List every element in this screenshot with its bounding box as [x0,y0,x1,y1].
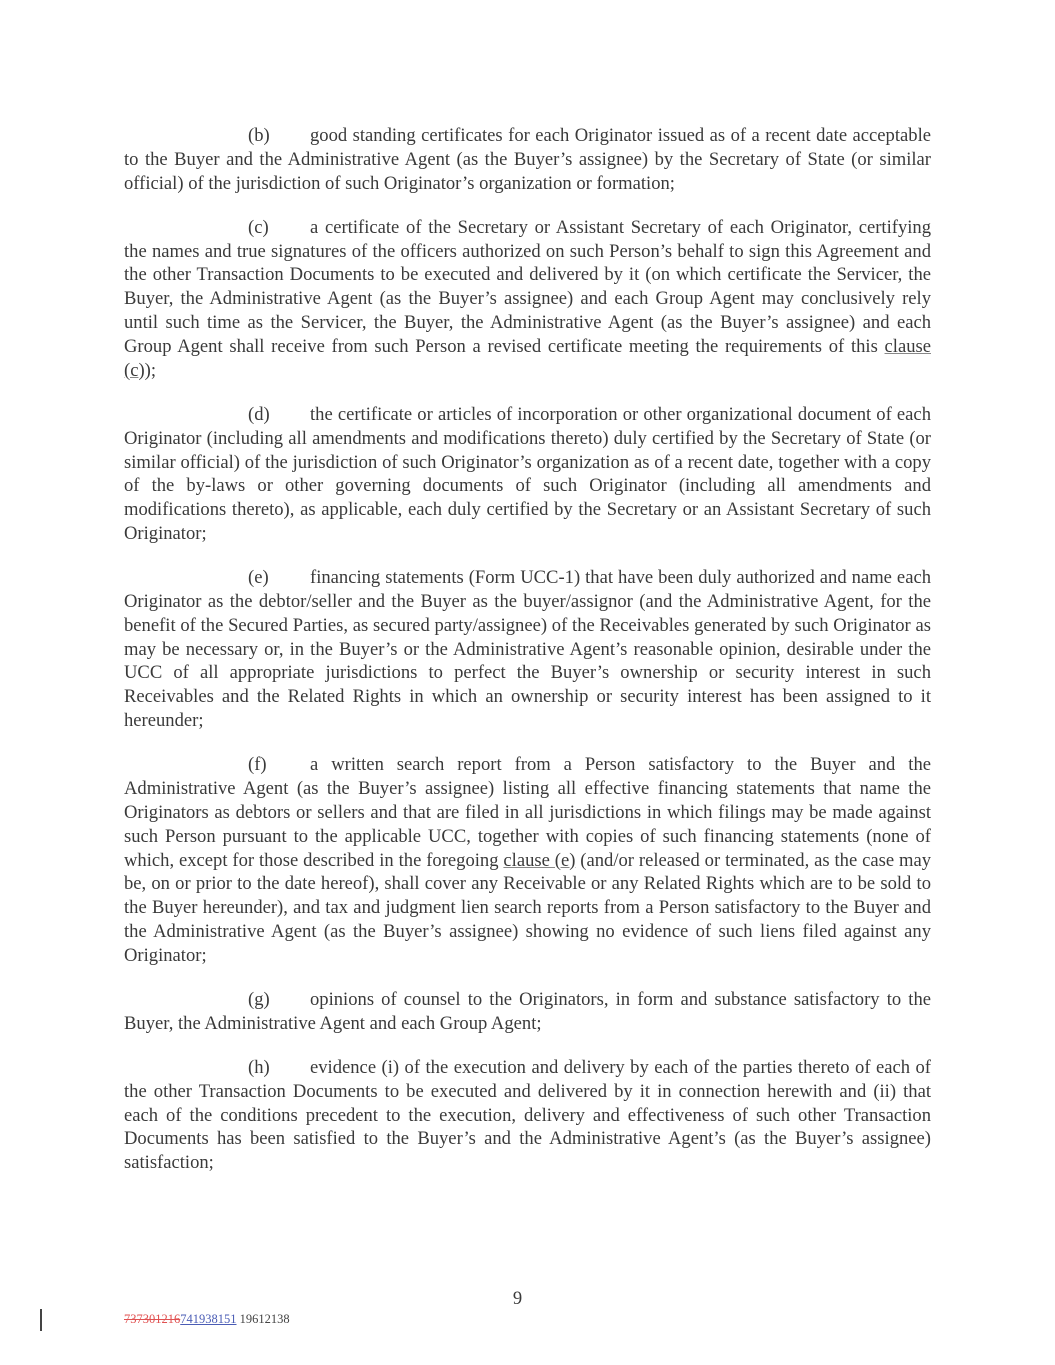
paragraph-text-after: (and/or released or terminated, as the case may be, on or prior to the date hereof), shall cover any Receivable or any Related Rights which are to be sold to the Buyer hereunder), and tax and judgment lien search reports from a Person satisfactory to the Buyer and the Administrative Agent (as the Buyer’s assignee) showing no evidence of such liens filed against any Originator; [124,849,932,966]
clause-label: (e) [248,567,269,589]
paragraph-text: the certificate or articles of incorporation or other organizational document of each Originator (including all amendments and modifications thereto) duly certified by the Secretary of State (or similar official) of the jurisdiction of such Originator’s organization as of a recent date, together with a copy of the by-laws or other governing documents of such Originator (including all amendments and modifications thereto), as applicable, each duly certified by the Secretary or an Assistant Secretary of such Originator; [124,403,931,544]
paragraph-h [124,1056,931,1175]
page-number: 9 [512,1288,523,1309]
clause-label: (b) [248,125,270,146]
document-body [124,124,931,1196]
paragraph-text: good standing certificates for each Originator issued as of a recent date acceptable to the Buyer and the Administrative Agent (as the Buyer’s assignee) by the Secretary of State (or similar official) of the jurisdiction of such Originator’s organization or formation; [124,125,931,194]
clause-e-reference: clause (e) [503,849,576,871]
paragraph-text-after: ); [144,359,156,381]
paragraph-text: financing statements (Form UCC-1) that have been duly authorized and name each Originator as the debtor/seller and the Buyer as the buyer/assignor (and the Administrative Agent, for the benefit of the Secured Parties, as secured party/assignee) of the Receivables generated by such Originator as may be necessary or, in the Buyer’s or the Administrative Agent’s reasonable opinion, desirable under the UCC of all appropriate jurisdictions to perfect the Buyer’s ownership or security interest in such Receivables and the Related Rights in which an ownership or security interest has been assigned to it hereunder; [124,567,931,732]
paragraph-c [124,216,931,383]
clause-label: (d) [248,403,270,425]
paragraph-b [124,124,931,195]
paragraph-text: a written search report from a Person satisfactory to the Buyer and the Administrative Agent (as the Buyer’s assignee) listing all effective financing statements that name the Originators as debtors or sellers and that are filed in all jurisdictions in which filings may be made against such Person pursuant to the applicable UCC, together with copies of such financing statements (none of which, except for those described in the foregoing [124,754,931,871]
paragraph-text: evidence (i) of the execution and delivery by each of the parties thereto of each of the other Transaction Documents to be executed and delivered by it in connection herewith and (ii) that each of the conditions precedent to the execution, delivery and effectiveness of such other Transaction Documents has been satisfied to the Buyer’s and the Administrative Agent’s (as the Buyer’s assignee) satisfaction; [124,1057,931,1174]
clause-label: (c) [248,216,269,238]
clause-label: (h) [248,1057,270,1079]
clause-label: (g) [248,989,270,1010]
paragraph-text: opinions of counsel to the Originators, in form and substance satisfactory to the Buyer, the Administrative Agent and each Group Agent; [124,989,931,1034]
paragraph-e [124,566,931,733]
paragraph-g [124,988,931,1036]
revision-change-bar [40,1309,42,1331]
deleted-doc-id: 737301216 [124,1312,181,1326]
paragraph-d [124,403,931,546]
clause-label: (f) [248,754,267,776]
document-id-footer [124,1312,290,1327]
paragraph-f [124,753,931,967]
clause-c-reference: clause (c) [124,335,931,381]
inserted-doc-id: 741938151 [180,1312,237,1326]
paragraph-text: a certificate of the Secretary or Assistant Secretary of each Originator, certifying the names and true signatures of the officers authorized on such Person’s behalf to sign this Agreement and the other Transaction Documents to be executed and delivered by it (on which certificate the Servicer, the Buyer, the Administrative Agent (as the Buyer’s assignee) and each Group Agent may conclusively rely until such time as the Servicer, the Buyer, the Administrative Agent (as the Buyer’s assignee) and each Group Agent shall receive from such Person a revised certificate meeting the requirements of this [124,216,931,357]
current-doc-id: 19612138 [236,1312,290,1326]
